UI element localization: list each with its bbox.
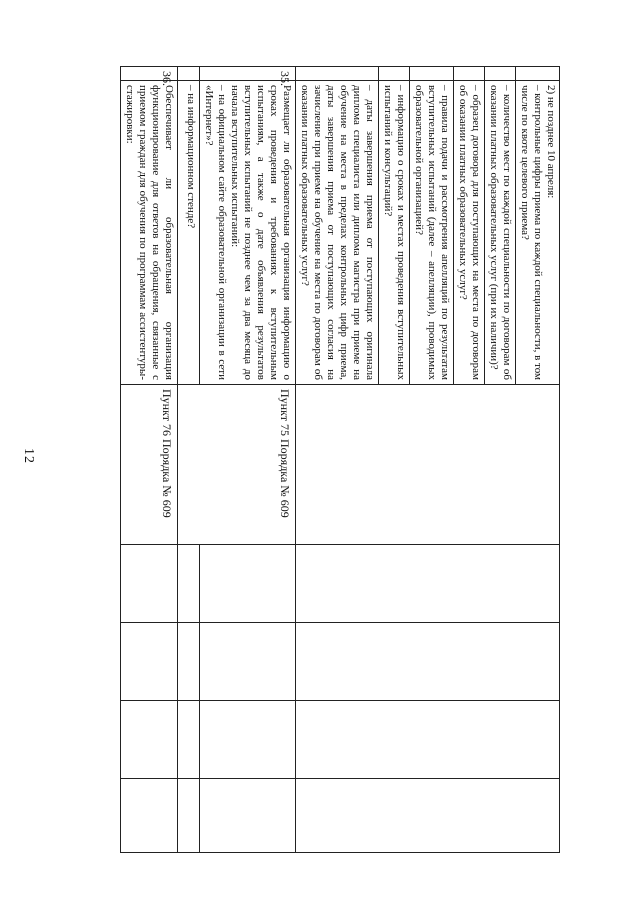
question-text: – даты завершения приема от поступающих оригинала диплома специалиста или диплома магистра при приеме на обучение на места в пределах контрольных цифр приема, даты завершения приема от поступающих согласия на зачисление при приеме на обучение на места по договорам об оказании платных образовательных услуг? — [296, 81, 379, 385]
row-number — [485, 67, 516, 81]
question-text: – образец договора для поступающих на места по договорам об оказании платных образовательных услуг? — [454, 81, 485, 385]
question-text: – правила подачи и рассмотрения апелляций по результатам вступительных испытаний (далее – апелляции), проводимых образовательной организацией? — [410, 81, 454, 385]
answer-cell — [200, 779, 296, 853]
checklist-table — [120, 66, 560, 853]
table-row — [516, 67, 560, 853]
row-number — [454, 67, 485, 81]
question-text: 2) не позднее 10 апреля: – контрольные цифры приема по каждой специальности, в том числе по квоте целевого приема? — [516, 81, 560, 385]
row-number — [379, 67, 410, 81]
question-text: Обеспечивает ли образовательная организация функционирование для ответов на обращения, связанные с приемом граждан для обучения по программам ассистентуры-стажировки: — [121, 81, 178, 385]
answer-cell — [200, 545, 296, 623]
requirement-reference: Пункт 76 Порядка № 609 — [121, 385, 178, 545]
answer-cell — [296, 545, 560, 623]
answer-cell — [296, 701, 560, 779]
question-text: Размещает ли образовательная организация информацию о сроках проведения и требованиях к вступительным испытаниям, а также о дате объявления результатов вступительных испытаний не позднее чем за два месяца до начала вступительных испытаний: – на официальном сайте образовательной организации в сети «Интернет»? — [200, 81, 296, 385]
row-number: 36. — [121, 67, 178, 81]
question-text: – количество мест по каждой специальности по договорам об оказании платных образовательных услуг (при их наличии)? — [485, 81, 516, 385]
answer-cell — [121, 623, 178, 701]
answer-cell — [200, 623, 296, 701]
answer-cell — [178, 701, 200, 779]
table-row — [121, 67, 178, 853]
answer-cell — [121, 545, 178, 623]
page-number: 12 — [21, 448, 36, 464]
question-text: – на информационном стенде? — [178, 81, 200, 385]
row-number — [178, 67, 200, 81]
row-number — [296, 67, 379, 81]
requirement-reference: Пункт 75 Порядка № 609 — [178, 385, 296, 545]
table-row — [200, 67, 296, 853]
row-number — [410, 67, 454, 81]
row-number: 35. — [200, 67, 296, 81]
answer-cell — [200, 701, 296, 779]
question-text: – информацию о сроках и местах проведения вступительных испытаний и консультаций? — [379, 81, 410, 385]
requirement-reference — [296, 385, 560, 545]
answer-cell — [296, 623, 560, 701]
answer-cell — [121, 701, 178, 779]
answer-cell — [178, 779, 200, 853]
answer-cell — [296, 779, 560, 853]
answer-cell — [121, 779, 178, 853]
answer-cell — [178, 545, 200, 623]
row-number — [516, 67, 560, 81]
answer-cell — [178, 623, 200, 701]
